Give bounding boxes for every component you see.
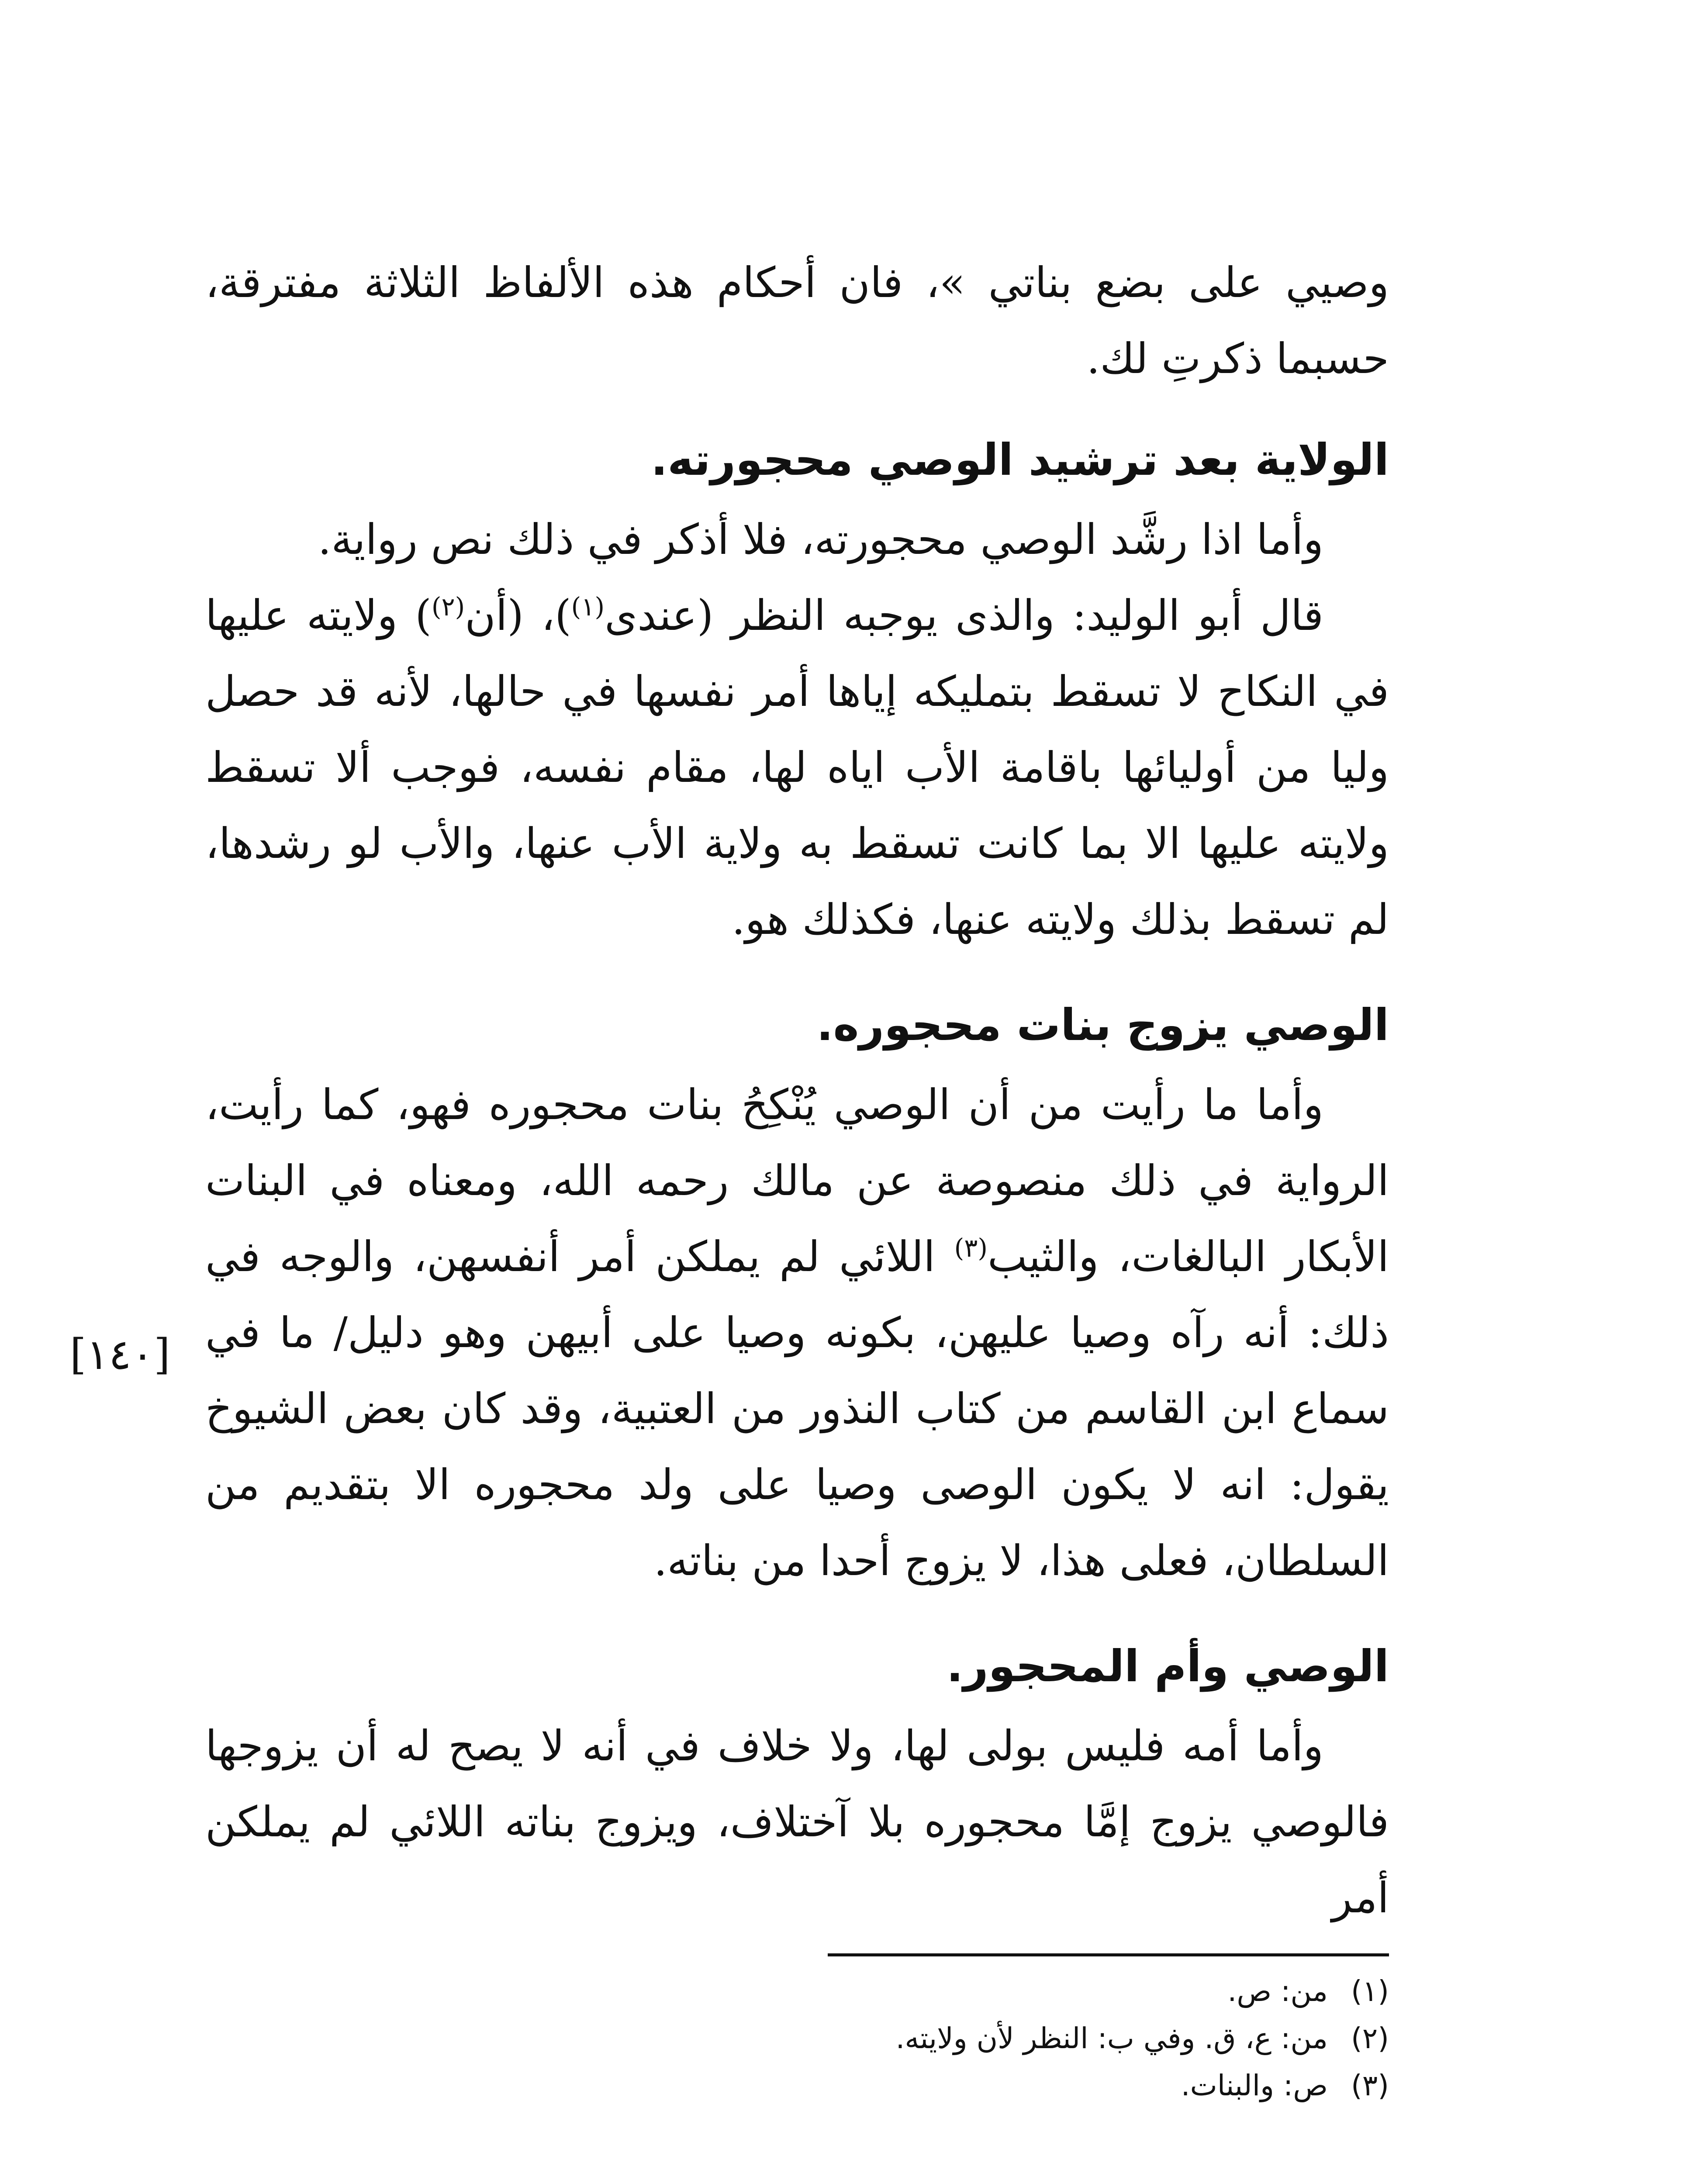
footnote-1 bbox=[205, 1968, 1389, 2015]
footnote-number: (٣) bbox=[1351, 2069, 1389, 2102]
paragraph-abu-al-walid bbox=[205, 577, 1389, 957]
paragraph: وأما اذا رشَّد الوصي محجورته، فلا أذكر في ذلك نص رواية. bbox=[318, 515, 1323, 564]
paragraph-marriage-of-daughters bbox=[205, 1067, 1389, 1599]
paragraph-text: ) ولايته عليها في النكاح لا تسقط بتمليكه إياها أمر نفسها في حالها، لأنه قد حصل وليا من أوليائها باقامة الأب اياه لها، مقام نفسه، فوجب ألا تسقط ولايته عليها الا بما كانت تسقط به ولاية الأب عنها، والأب لو رشدها، لم تسقط بذلك ولايته عنها، فكذلك هو. bbox=[205, 591, 1389, 944]
footnote-number: (٢) bbox=[1351, 2022, 1389, 2055]
paragraph-continuation: وصيي على بضع بناتي »، فان أحكام هذه الألفاظ الثلاثة مفترقة، حسبما ذكرتِ لك. bbox=[205, 258, 1389, 383]
main-text bbox=[205, 245, 1389, 1936]
footnote-3 bbox=[205, 2062, 1389, 2109]
footnote-ref-1: (١) bbox=[571, 592, 605, 622]
section-heading-guardian-marries-daughters: الوصي يزوج بنات محجوره. bbox=[816, 999, 1389, 1051]
footnote-number: (١) bbox=[1351, 1974, 1389, 2008]
footnote-text: من: ع، ق. وفي ب: النظر لأن ولايته. bbox=[895, 2022, 1328, 2055]
footnote-ref-2: (٢) bbox=[431, 592, 465, 622]
footnote-2 bbox=[205, 2015, 1389, 2062]
section-heading-guardian-and-mother: الوصي وأم المحجور. bbox=[947, 1641, 1389, 1692]
footnote-separator bbox=[828, 1953, 1389, 1956]
paragraph: وأما أمه فليس بولى لها، ولا خلاف في أنه لا يصح له أن يزوجها فالوصي يزوج إمَّا محجوره بلا آختلاف، ويزوج بناته اللائي لم يملكن أمر bbox=[205, 1721, 1389, 1922]
paragraph-text: اللائي لم يملكن أمر أنفسهن، والوجه في ذلك: أنه رآه وصيا عليهن، بكونه وصيا على أبيهن وهو دليل/ ما في سماع ابن القاسم من كتاب النذور من العتبية، وقد كان بعض الشيوخ يقول: انه لا يكون الوصى وصيا على ولد محجوره الا بتقديم من السلطان، فعلى هذا، لا يزوج أحدا من بناته. bbox=[205, 1232, 1389, 1585]
section-heading-guardianship-after-maturity: الولاية بعد ترشيد الوصي محجورته. bbox=[651, 434, 1389, 485]
footnote-text: من: ص. bbox=[1227, 1974, 1328, 2008]
paragraph-text: )، (أن bbox=[465, 591, 571, 640]
margin-folio-marker: [١٤٠] bbox=[70, 1330, 170, 1379]
paragraph-text: وأما ما رأيت من أن الوصي يُنْكِحُ بنات محجوره فهو، كما رأيت، الرواية في ذلك منصوصة عن مالك رحمه الله، ومعناه في البنات الأبكار البالغات، والثيب bbox=[205, 1080, 1389, 1281]
paragraph-text: قال أبو الوليد: والذى يوجبه النظر (عندى bbox=[605, 591, 1324, 640]
footnotes bbox=[205, 1968, 1389, 2109]
footnote-text: ص: والبنات. bbox=[1181, 2069, 1328, 2102]
footnote-ref-3: (٣) bbox=[954, 1233, 988, 1263]
